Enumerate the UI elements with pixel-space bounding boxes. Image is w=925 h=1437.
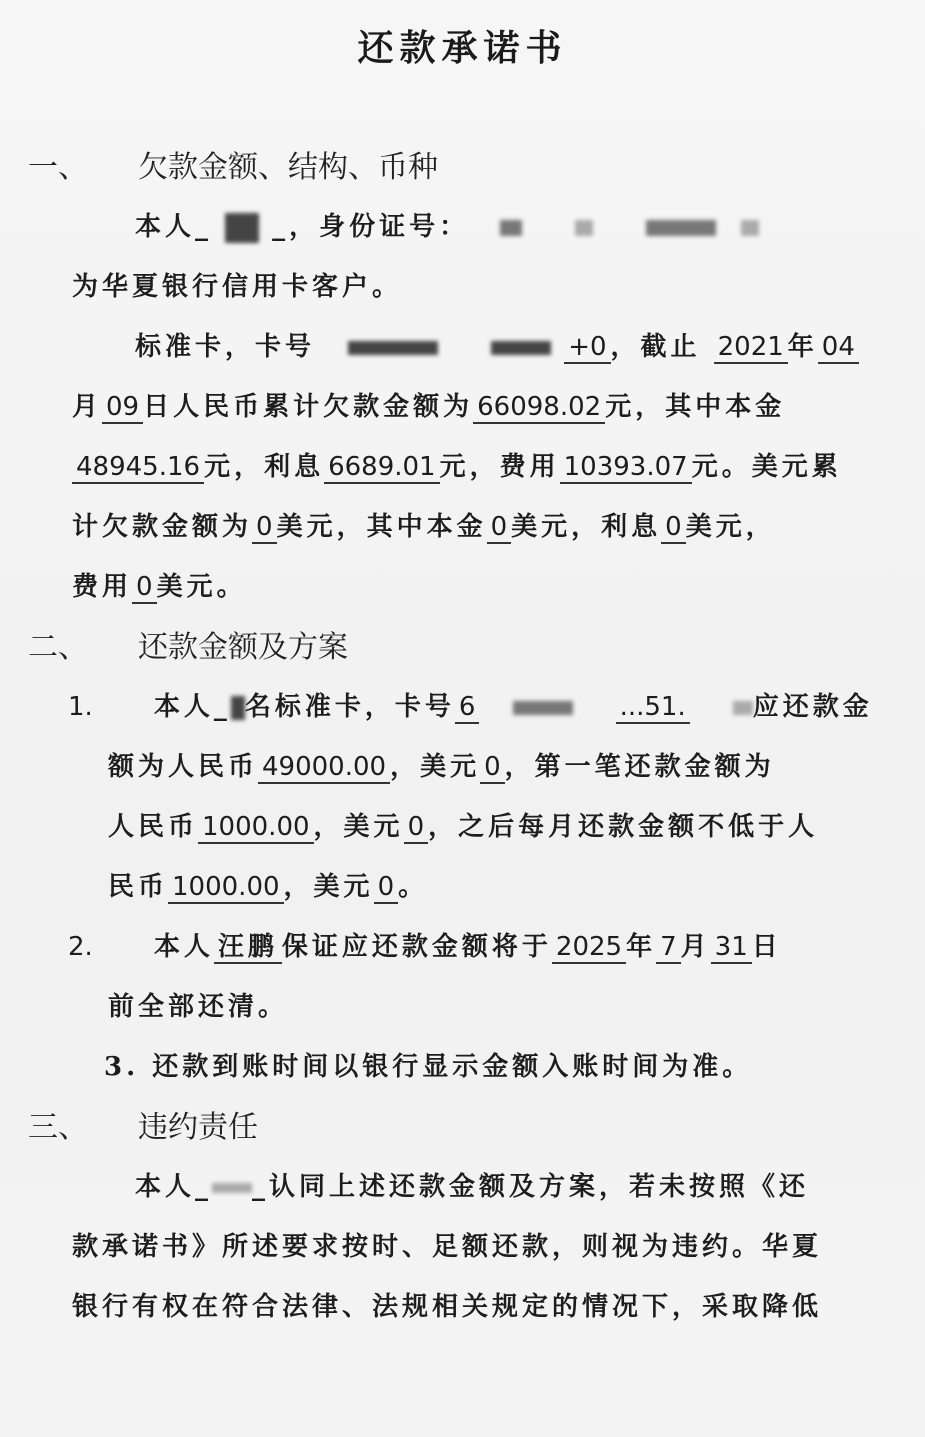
s1-line7-text-b: 美元。 — [156, 572, 247, 602]
s2-item1-text-d: 额为人民币 — [108, 752, 259, 782]
s3-line-2: 款承诺书》所述要求按时、足额还款，则视为违约。华夏 — [72, 1232, 823, 1262]
deadline-year: 2025 — [552, 933, 626, 964]
redacted-card-1 — [348, 341, 438, 355]
s2-item1-text-k: ，美元 — [283, 872, 374, 902]
s2-item2-text-b: 保证应还款金额将于 — [281, 932, 552, 962]
s3-line1-text-b: _认同上述还款金额及方案，若未按照《还 — [252, 1172, 810, 1202]
document-title: 还款承诺书 — [357, 27, 568, 69]
deadline-month: 7 — [656, 933, 681, 964]
redacted-card-2 — [491, 341, 551, 355]
s3-line1-text-a: 本人_ — [135, 1172, 213, 1202]
principal-usd: 0 — [487, 513, 512, 544]
s2-item1-line1 — [68, 686, 873, 724]
s2-item1-line3 — [108, 806, 818, 844]
card-number-tail: +0 — [564, 333, 610, 364]
s1-line-4 — [72, 386, 785, 424]
s2-item2-text-d: 月 — [680, 932, 711, 962]
s2-item1-number: 1. — [68, 692, 93, 722]
s1-line4-text-b: 日人民币累计欠款金额为 — [143, 392, 474, 422]
s1-line-7 — [72, 566, 247, 604]
total-debt-rmb: 66098.02 — [473, 393, 605, 424]
redacted-card-4 — [733, 701, 753, 715]
s2-item2-text-c: 年 — [626, 932, 657, 962]
s1-line5-text-b: 元，费用 — [439, 452, 560, 482]
s2-item1-text-f: ，第一笔还款金额为 — [504, 752, 775, 782]
repay-amount-usd: 0 — [480, 753, 505, 784]
monthly-payment-rmb: 1000.00 — [168, 873, 284, 904]
s2-item1-text-b: 名标准卡，卡号 — [244, 692, 455, 722]
s2-item1-text-g: 人民币 — [108, 812, 199, 842]
redacted-name-2 — [231, 696, 245, 720]
s1-line6-text-b: 美元，其中本金 — [276, 512, 487, 542]
section-3-title: 违约责任 — [138, 1110, 258, 1145]
s2-item1-text-j: 民币 — [108, 872, 169, 902]
s1-line1-text-a: 本人_ — [135, 212, 213, 242]
s1-line3-text-b: ，截止 — [610, 332, 701, 362]
s1-line6-text-c: 美元，利息 — [511, 512, 662, 542]
card-number-start: 6 — [455, 693, 480, 724]
s1-line6-text-a: 计欠款金额为 — [72, 512, 253, 542]
redacted-id-3 — [646, 220, 716, 236]
debtor-name: 汪鹏 — [214, 933, 282, 964]
fees-rmb: 10393.07 — [560, 453, 692, 484]
s2-item2-number: 2. — [68, 932, 93, 962]
cutoff-year: 2021 — [714, 333, 788, 364]
principal-rmb: 48945.16 — [72, 453, 204, 484]
s3-line-3: 银行有权在符合法律、法规相关规定的情况下，采取降低 — [72, 1292, 823, 1322]
s1-line5-text-a: 元，利息 — [204, 452, 325, 482]
section-3-number: 三、 — [28, 1110, 88, 1145]
interest-rmb: 6689.01 — [324, 453, 440, 484]
s2-item3: 3. 还款到账时间以银行显示金额入账时间为准。 — [104, 1052, 753, 1082]
interest-usd: 0 — [661, 513, 686, 544]
total-debt-usd: 0 — [252, 513, 277, 544]
section-1-title: 欠款金额、结构、币种 — [138, 150, 438, 185]
s2-item1-text-i: ，之后每月还款金额不低于人 — [428, 812, 819, 842]
s1-line-1 — [135, 206, 759, 243]
section-1-number: 一、 — [28, 150, 88, 185]
s2-item2-line2: 前全部还清。 — [108, 992, 289, 1022]
redacted-name-3 — [212, 1183, 252, 1193]
s2-item1-text-a: 本人_ — [153, 692, 231, 722]
s1-line3-text-a: 标准卡，卡号 — [135, 332, 316, 362]
deadline-day: 31 — [711, 933, 752, 964]
s2-item1-text-h: ，美元 — [313, 812, 404, 842]
s3-line-1 — [135, 1166, 809, 1203]
cutoff-month: 04 — [818, 333, 859, 364]
s2-item1-text-l: 。 — [398, 872, 429, 902]
s1-line-6 — [72, 506, 776, 544]
redacted-id-4 — [741, 220, 759, 236]
s1-line4-text-c: 元，其中本金 — [605, 392, 786, 422]
redacted-id-1 — [500, 220, 522, 236]
s1-line6-text-d: 美元， — [685, 512, 776, 542]
card-number-end: ...51. — [616, 693, 690, 724]
cutoff-day: 09 — [102, 393, 143, 424]
redacted-name — [225, 213, 259, 243]
s1-line7-text-a: 费用 — [72, 572, 133, 602]
s2-item2-text-a: 本人 — [153, 932, 214, 962]
s2-item1-text-c: 应还款金 — [752, 692, 873, 722]
s1-line4-text-a: 月 — [72, 392, 103, 422]
s2-item2-text-e: 日 — [751, 932, 782, 962]
s1-line1-text-b: _，身份证号： — [272, 212, 470, 242]
s1-line-2: 为华夏银行信用卡客户。 — [72, 272, 403, 302]
first-payment-rmb: 1000.00 — [198, 813, 314, 844]
repay-amount-rmb: 49000.00 — [258, 753, 390, 784]
s1-line5-text-c: 元。美元累 — [691, 452, 842, 482]
monthly-payment-usd: 0 — [374, 873, 399, 904]
s1-line3-text-c: 年 — [787, 332, 818, 362]
first-payment-usd: 0 — [404, 813, 429, 844]
section-2-title: 还款金额及方案 — [138, 630, 348, 665]
s1-line-5 — [72, 446, 842, 484]
s2-item1-line4 — [108, 866, 428, 904]
fees-usd: 0 — [132, 573, 157, 604]
section-2-number: 二、 — [28, 630, 88, 665]
redacted-card-3 — [513, 701, 573, 715]
s2-item1-line2 — [108, 746, 775, 784]
redacted-id-2 — [575, 220, 593, 236]
s2-item1-text-e: ，美元 — [390, 752, 481, 782]
s1-line-3 — [135, 326, 859, 364]
s2-item2-line1 — [68, 926, 782, 964]
